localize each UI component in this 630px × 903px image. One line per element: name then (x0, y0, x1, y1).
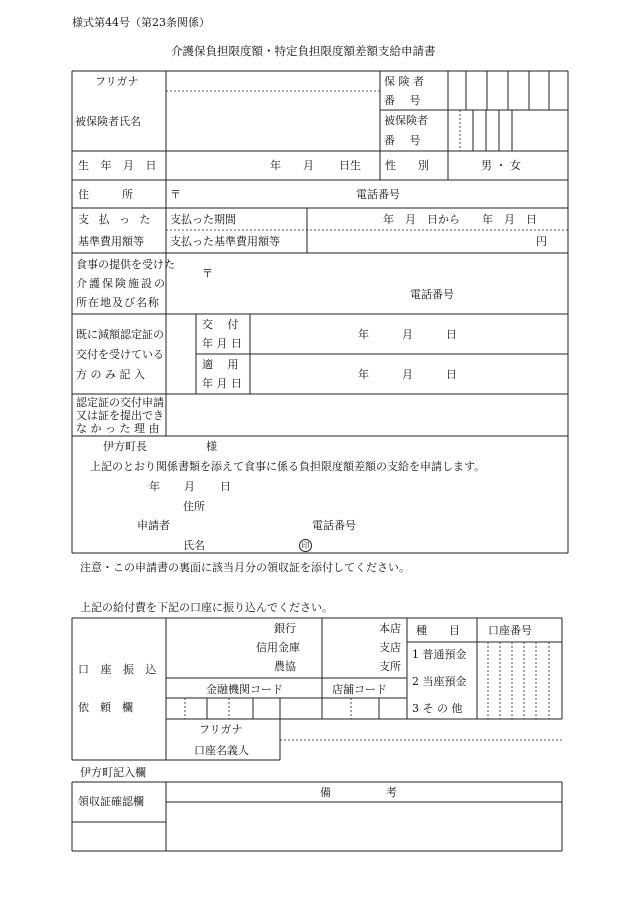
sex-label: 性 別 (385, 159, 429, 172)
institution-code-label: 金融機関コード (206, 683, 283, 696)
facility-label-1: 食事の提供を受けた (76, 258, 175, 271)
reason-label-3: な か っ た 理 由 (76, 422, 160, 435)
account-type-1[interactable]: 1 普通預金 (412, 648, 467, 661)
addressee: 伊方町長 (103, 440, 147, 453)
issue-label-2: 年 月 日 (202, 337, 242, 350)
branch-honten: 本店 (379, 622, 401, 635)
insured-number-label: 被保険者 (384, 114, 428, 127)
account-type-3[interactable]: 3 そ の 他 (412, 702, 463, 715)
bank-type-nokyo: 農協 (274, 660, 296, 673)
account-type-2[interactable]: 2 当座預金 (412, 675, 467, 688)
decl-name-label: 氏名 (183, 539, 205, 552)
facility-label-3: 所在地及び名称 (76, 296, 160, 309)
birth-month: 月 (303, 159, 314, 172)
birth-date-label: 生 年 月 日 (78, 159, 161, 172)
account-holder-label: 口座名義人 (194, 744, 249, 757)
apply-date: 年 月 日 (358, 368, 457, 381)
addressee-sama: 様 (206, 440, 217, 453)
insurer-number-label-2: 番 号 (384, 94, 421, 107)
issue-label-1: 交 付 (202, 318, 239, 331)
furigana-label: フリガナ (95, 75, 139, 88)
certificate-label-1: 既に減額認定証の (76, 328, 164, 341)
payment-period-label: 支払った期間 (170, 213, 236, 226)
decl-year: 年 (149, 480, 160, 493)
branch-shiten: 支店 (379, 641, 401, 654)
payment-period-value: 年 月 日から 年 月 日 (383, 213, 537, 226)
branch-shisho: 支所 (379, 660, 401, 673)
reason-label-2: 又は証を提出でき (76, 409, 164, 422)
holder-furigana-label: フリガナ (199, 723, 243, 736)
bank-type-bank: 銀行 (274, 622, 296, 635)
declaration-statement: 上記のとおり関係書類を添えて食事に係る負担限度額差額の支給を申請します。 (90, 460, 486, 473)
decl-phone-label: 電話番号 (312, 519, 356, 532)
apply-label-1: 適 用 (202, 358, 239, 371)
insured-number-label-2: 番 号 (384, 134, 421, 147)
address-label: 住 所 (78, 188, 133, 201)
remarks-label: 備 考 (320, 786, 397, 799)
form-number: 様式第44号（第23条関係） (72, 16, 210, 29)
bank-intro: 上記の給付費を下記の口座に振り込んでください。 (80, 601, 333, 614)
reason-label-1: 認定証の交付申請 (76, 396, 164, 409)
branch-code-label: 店舗コード (332, 683, 387, 696)
facility-postal-mark: 〒 (202, 267, 213, 280)
insurer-number-label: 保 険 者 (384, 75, 424, 88)
payment-amount-label: 支払った基準費用額等 (170, 235, 280, 248)
payment-label-1: 支 払 っ た (78, 213, 154, 226)
phone-label: 電話番号 (356, 188, 400, 201)
facility-label-2: 介護保険施設の (76, 277, 167, 290)
bank-label-1: 口 座 振 込 (78, 663, 161, 676)
birth-year: 年 (270, 159, 281, 172)
sex-options[interactable]: 男 ・ 女 (481, 159, 521, 172)
form-title: 介護保負担限度額・特定負担限度額差額支給申請書 (171, 44, 436, 58)
seal-mark: 印 (299, 539, 312, 552)
yen-label: 円 (536, 235, 547, 248)
decl-month: 月 (184, 480, 195, 493)
decl-address-label: 住所 (183, 500, 205, 513)
payment-label-2: 基準費用額等 (78, 235, 144, 248)
account-number-label: 口座番号 (488, 624, 532, 637)
receipt-check-label: 領収証確認欄 (78, 795, 144, 808)
birth-day: 日生 (339, 159, 361, 172)
office-section-label: 伊方町記入欄 (80, 766, 146, 779)
bank-label-2: 依 頼 欄 (78, 701, 133, 714)
decl-applicant-label: 申請者 (137, 519, 170, 532)
issue-date: 年 月 日 (358, 328, 457, 341)
facility-phone-label: 電話番号 (410, 288, 454, 301)
postal-mark: 〒 (170, 188, 181, 201)
attachment-note: 注意・この申請書の裏面に該当月分の領収証を添付してください。 (80, 561, 410, 574)
certificate-label-3: 方 の み 記 入 (76, 368, 145, 381)
apply-label-2: 年 月 日 (202, 377, 242, 390)
account-type-label: 種 目 (416, 624, 460, 637)
bank-type-shinkin: 信用金庫 (256, 641, 300, 654)
insured-name-label: 被保険者氏名 (75, 115, 141, 128)
certificate-label-2: 交付を受けている (76, 348, 164, 361)
decl-day: 日 (220, 480, 231, 493)
